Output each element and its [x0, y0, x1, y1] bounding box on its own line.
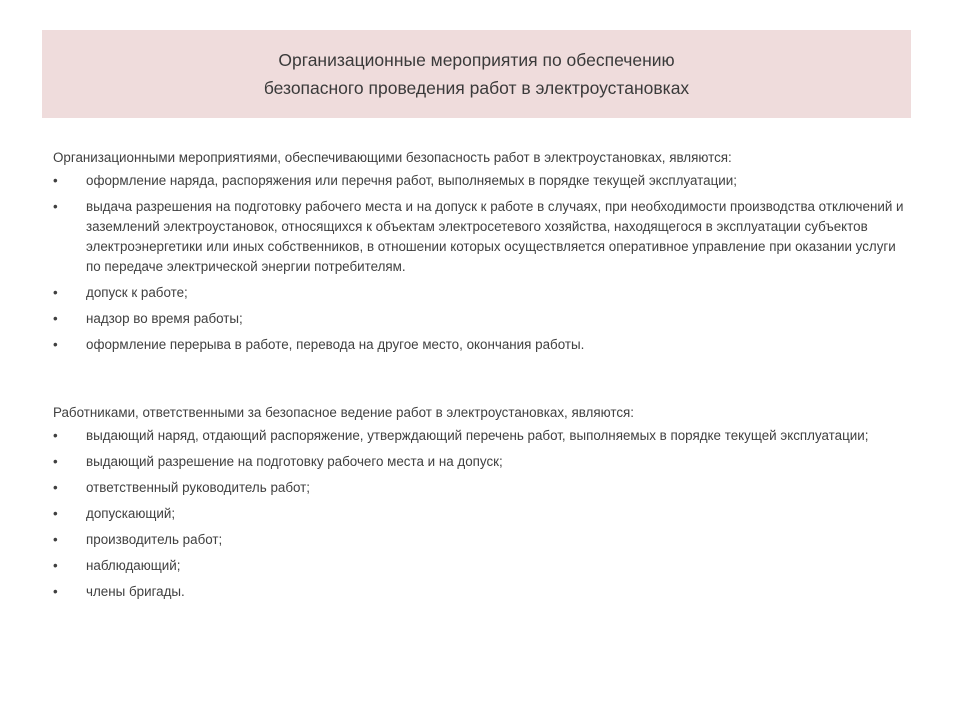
- list-item-text: оформление наряда, распоряжения или перечня работ, выполняемых в порядке текущей эксплуатации;: [86, 173, 737, 188]
- list-item-text: члены бригады.: [86, 584, 185, 599]
- list-item-text: допуск к работе;: [86, 285, 188, 300]
- section-responsible-workers: [53, 403, 913, 602]
- bullet-icon: •: [53, 285, 58, 300]
- list-item: [53, 530, 913, 550]
- list-item-text: выдача разрешения на подготовку рабочего места и на допуск к работе в случаях, при необходимости производства отключений и заземлений электроустановок, относящихся к объектам электросетевого хозяйства, находящегося в эксплуатации субъектов электроэнергетики или иных собственников, в отношении которых осуществляется оперативное управление при оказании услуги по передаче электрической энергии потребителям.: [86, 199, 904, 274]
- section-organizational-measures: [53, 148, 913, 355]
- list-item: [53, 556, 913, 576]
- bullet-icon: •: [53, 532, 58, 547]
- bullet-icon: •: [53, 506, 58, 521]
- section-intro: Организационными мероприятиями, обеспечивающими безопасность работ в электроустановках, являются:: [53, 150, 732, 165]
- list-item: [53, 426, 913, 446]
- bullet-list: [53, 426, 913, 602]
- list-item: [53, 478, 913, 498]
- section-spacer: [53, 361, 913, 403]
- bullet-icon: •: [53, 173, 58, 188]
- list-item-text: допускающий;: [86, 506, 176, 521]
- bullet-icon: •: [53, 584, 58, 599]
- slide-body: [53, 148, 913, 608]
- list-item-text: ответственный руководитель работ;: [86, 480, 311, 495]
- bullet-icon: •: [53, 454, 58, 469]
- list-item: [53, 197, 913, 277]
- bullet-icon: •: [53, 558, 58, 573]
- list-item: [53, 452, 913, 472]
- bullet-icon: •: [53, 311, 58, 326]
- bullet-icon: •: [53, 337, 58, 352]
- list-item-text: выдающий разрешение на подготовку рабочего места и на допуск;: [86, 454, 503, 469]
- list-item-text: выдающий наряд, отдающий распоряжение, утверждающий перечень работ, выполняемых в порядке текущей эксплуатации;: [86, 428, 869, 443]
- bullet-icon: •: [53, 480, 58, 495]
- slide-title-line-2: безопасного проведения работ в электроустановках: [263, 78, 690, 98]
- list-item: [53, 504, 913, 524]
- slide-title-line-1: Организационные мероприятия по обеспечению: [278, 50, 675, 70]
- bullet-icon: •: [53, 199, 58, 214]
- list-item: [53, 309, 913, 329]
- list-item-text: производитель работ;: [86, 532, 223, 547]
- list-item-text: надзор во время работы;: [86, 311, 243, 326]
- section-intro: Работниками, ответственными за безопасное ведение работ в электроустановках, являются:: [53, 405, 634, 420]
- list-item: [53, 582, 913, 602]
- title-banner: [42, 30, 911, 118]
- list-item-text: наблюдающий;: [86, 558, 181, 573]
- list-item: [53, 335, 913, 355]
- list-item-text: оформление перерыва в работе, перевода на другое место, окончания работы.: [86, 337, 585, 352]
- bullet-list: [53, 171, 913, 355]
- list-item: [53, 171, 913, 191]
- list-item: [53, 283, 913, 303]
- bullet-icon: •: [53, 428, 58, 443]
